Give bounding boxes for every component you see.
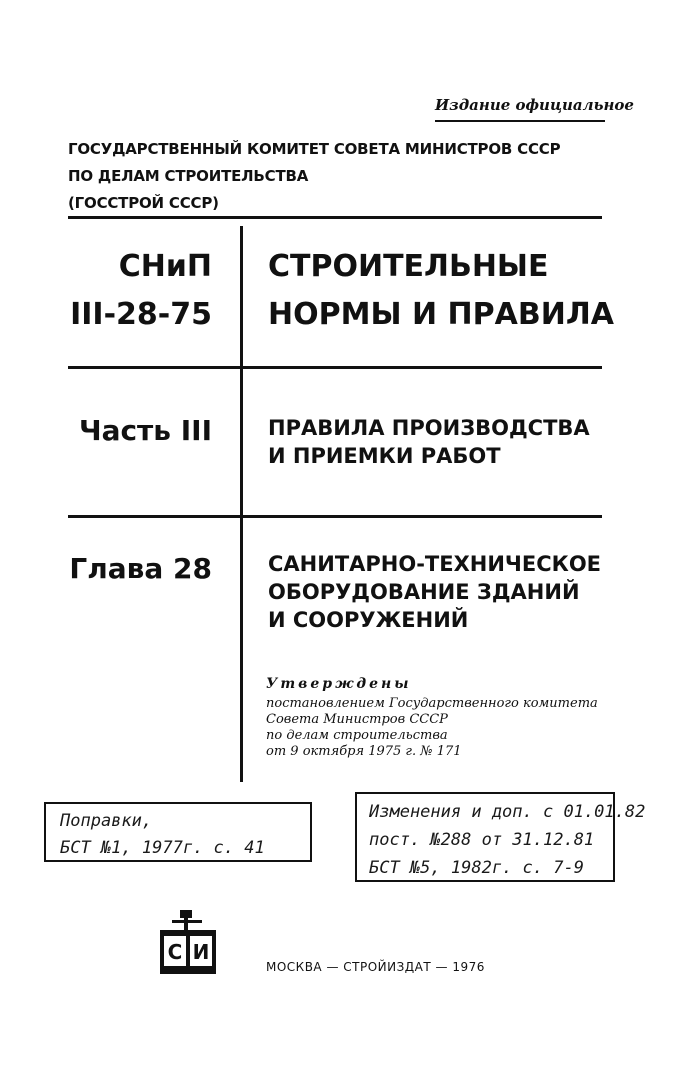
amendments-line-2: пост. №288 от 31.12.81 (369, 830, 595, 850)
committee-heading (68, 136, 628, 217)
amendments-stamp (355, 792, 646, 882)
publisher-logo-icon (158, 908, 220, 978)
mid-divider-1 (68, 366, 602, 369)
committee-line-3: (ГОССТРОЙ СССР) (68, 194, 219, 212)
edition-note: Издание официальное (435, 96, 634, 114)
vertical-divider (240, 226, 243, 782)
publisher-line: МОСКВА — СТРОЙИЗДАТ — 1976 (266, 960, 485, 974)
committee-line-1: ГОСУДАРСТВЕННЫЙ КОМИТЕТ СОВЕТА МИНИСТРОВ СССР (68, 140, 561, 158)
edition-underline (435, 120, 605, 122)
committee-line-2: ПО ДЕЛАМ СТРОИТЕЛЬСТВА (68, 167, 309, 185)
part-title-line-2: И ПРИЕМКИ РАБОТ (268, 444, 501, 468)
logo-letter-i: И (192, 940, 210, 964)
code-number: III-28-75 (70, 297, 212, 332)
chapter-label: Глава 28 (69, 552, 212, 585)
approval-heading: Утверждены (266, 676, 412, 692)
corrections-line-2: БСТ №1, 1977г. с. 41 (60, 838, 265, 858)
chapter-title-line-3: И СООРУЖЕНИЙ (268, 608, 469, 632)
approval-line-3: по делам строительства (266, 728, 448, 743)
mid-divider-2 (68, 515, 602, 518)
approval-line-4: от 9 октября 1975 г. № 171 (266, 744, 462, 759)
approval-line-1: постановлением Государственного комитета (266, 696, 598, 711)
approval-line-2: Совета Министров СССР (266, 712, 448, 727)
chapter-title-line-2: ОБОРУДОВАНИЕ ЗДАНИЙ (268, 580, 580, 604)
amendments-line-3: БСТ №5, 1982г. с. 7-9 (369, 858, 584, 878)
corrections-stamp (44, 802, 312, 862)
code-title-line-1: СТРОИТЕЛЬНЫЕ (268, 249, 549, 284)
chapter-title-line-1: САНИТАРНО-ТЕХНИЧЕСКОЕ (268, 552, 602, 576)
approval-block (266, 676, 598, 760)
code-abbr: СНиП (118, 249, 212, 284)
part-title-line-1: ПРАВИЛА ПРОИЗВОДСТВА (268, 416, 590, 440)
code-title-line-2: НОРМЫ И ПРАВИЛА (268, 297, 614, 332)
part-label: Часть III (78, 414, 212, 447)
amendments-line-1: Изменения и доп. с 01.01.82 (369, 802, 646, 822)
top-divider (68, 216, 602, 219)
logo-letter-c: С (167, 940, 183, 964)
corrections-line-1: Поправки, (60, 811, 153, 831)
